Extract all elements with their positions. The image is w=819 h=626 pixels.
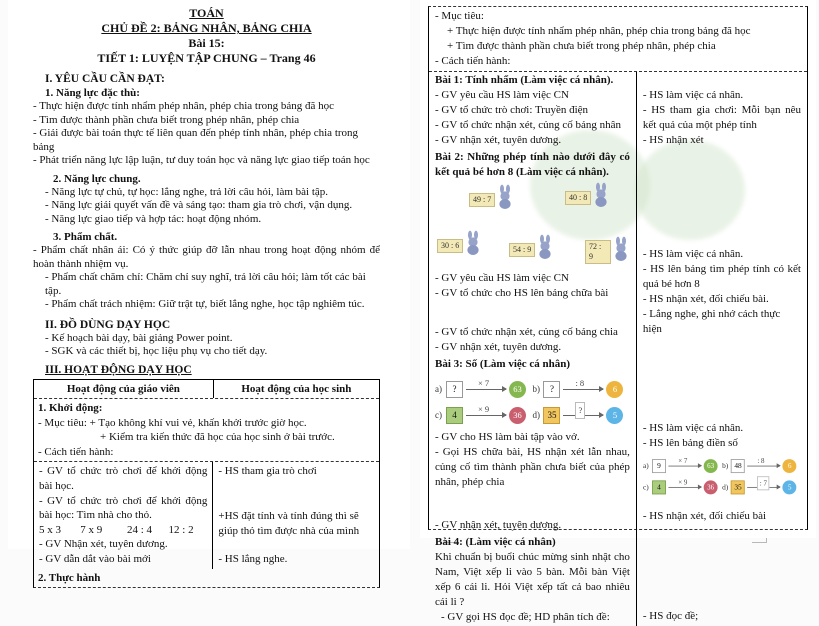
text-line: - GV nhận xét, tuyên dương. <box>435 341 562 353</box>
card-expression: 54 : 9 <box>509 243 535 257</box>
rabbit-icon <box>592 183 610 212</box>
arrow-icon <box>466 377 506 390</box>
text-line: - HS lên bảng điền số <box>642 437 738 449</box>
task-3-heading: Bài 3: Số (Làm việc cá nhân) <box>435 358 571 370</box>
text-line: - Năng lực giao tiếp và hợp tác: hoạt động nhóm. <box>45 212 262 225</box>
answer-item-d <box>722 476 801 497</box>
text-line: - Cách tiến hành: <box>435 55 511 67</box>
text-line: Khi chuẩn bị buổi chúc mừng sinh nhật cho Nam, Việt xếp li vào 5 bàn. Mỗi bàn Việt xếp 6 cái li. Hỏi Việt xếp tất cả bao nhiêu cái li ? <box>435 551 630 608</box>
doc-lesson-title: TIẾT 1: LUYỆN TẬP CHUNG – Trang 46 <box>97 51 316 65</box>
text-line: - HS lắng nghe. <box>218 553 288 566</box>
result-circle: 63 <box>704 459 718 473</box>
diagram-item-b <box>532 376 629 402</box>
text-line: - GV tổ chức trò chơi để khởi động bài học: Tìm nhà cho thỏ. <box>39 494 208 522</box>
practice-section-row: 2. Thực hành <box>38 571 101 584</box>
item-label: b) <box>721 461 729 470</box>
arrow-icon <box>747 478 780 488</box>
objectives-row <box>429 7 807 72</box>
arrow-icon <box>563 377 603 390</box>
rabbit-icon <box>464 231 482 260</box>
result-circle: 63 <box>509 381 526 398</box>
diagram-item-a <box>435 376 532 402</box>
text-line: - GV tổ chức nhận xét, củng cố bảng chia <box>435 326 618 338</box>
diagram-item-d <box>532 402 629 428</box>
text-line: - GV tổ chức nhận xét, củng cố bảng nhân <box>435 119 621 131</box>
card-expression: 30 : 6 <box>437 239 463 253</box>
item-label: c) <box>642 482 649 491</box>
text-line: - HS nhận xét <box>642 134 704 146</box>
section-2-heading: II. ĐỒ DÙNG DẠY HỌC <box>45 318 171 331</box>
text-line: - Phẩm chất nhân ái: Có ý thức giúp đỡ lẫn nhau trong hoạt động nhóm để hoàn thành nhiệm vụ. <box>33 244 380 270</box>
student-cell <box>637 356 807 534</box>
student-cell <box>637 149 807 356</box>
result-circle: 5 <box>606 407 623 424</box>
text-line: - Cách tiến hành: <box>38 445 114 458</box>
answer-item-a <box>643 455 722 476</box>
text-line: - Lắng nghe, ghi nhớ cách thực hiện <box>642 308 781 335</box>
input-box: 48 <box>731 459 745 473</box>
rabbit-icon <box>612 237 630 266</box>
diagram-item-c <box>435 402 532 428</box>
task-2-heading: Bài 2: Những phép tính nào dưới đây có kết quả bé hơn 8 (Làm việc cá nhân). <box>435 151 630 178</box>
col-header-student: Hoạt động của học sinh <box>241 382 352 395</box>
text-line: - GV dẫn dắt vào bài mới <box>39 553 151 566</box>
card-expression: 72 : 9 <box>585 240 611 264</box>
rabbit-card <box>585 237 630 266</box>
task-4-row <box>429 534 807 626</box>
input-box: 35 <box>731 480 745 494</box>
task-1-row <box>429 72 807 149</box>
text-line: - HS tham gia trò chơi <box>218 465 317 478</box>
result-circle: 6 <box>606 381 623 398</box>
text-line: - Tìm được thành phần chưa biết trong phép nhân, phép chia <box>33 113 300 126</box>
item-label: d) <box>721 482 729 491</box>
rabbit-icon <box>496 185 514 214</box>
input-box: 9 <box>652 459 666 473</box>
text-line: - GV tổ chức trò chơi: Truyền điện <box>435 104 589 116</box>
operation-label: : 8 <box>757 456 765 465</box>
rabbit-card <box>469 185 514 214</box>
input-box: ? <box>446 381 463 398</box>
doc-lesson-number: Bài 15: <box>188 36 225 50</box>
item-label: c) <box>435 409 442 420</box>
arrow-icon <box>668 456 701 466</box>
result-circle: 36 <box>704 480 718 494</box>
rabbit-cards-image <box>437 183 630 269</box>
section-3-heading: III. HOẠT ĐỘNG DẠY HỌC <box>45 363 192 376</box>
text-line: - HS nhận xét, đối chiếu bài. <box>642 293 769 305</box>
math-expressions-line: 5 x 3 7 x 9 24 : 4 12 : 2 <box>39 523 194 536</box>
result-circle: 6 <box>783 459 797 473</box>
task-3-row <box>429 356 807 534</box>
section-1-heading: I. YÊU CẦU CẦN ĐẠT: <box>45 73 165 85</box>
text-line: - HS lên bảng tìm phép tính có kết quả bé hơn 8 <box>642 263 801 290</box>
text-line: - GV nhận xét, tuyên dương. <box>435 134 562 146</box>
rabbit-icon <box>536 235 554 264</box>
doc-subject-title: TOÁN <box>189 6 224 20</box>
input-box: 4 <box>446 407 463 424</box>
student-cell <box>637 72 807 149</box>
text-line: - HS đọc đề; <box>642 610 699 622</box>
text-line: +HS đặt tính và tính đúng thì sẽ giúp thỏ tìm được nhà của mình <box>218 510 360 537</box>
input-box: 4 <box>652 480 666 494</box>
text-line: - Năng lực tự chủ, tự học: lắng nghe, trả lời câu hỏi, làm bài tập. <box>45 185 329 198</box>
page-1 <box>8 0 410 584</box>
result-circle: 5 <box>783 480 797 494</box>
text-line: - HS làm việc cá nhân. <box>642 89 744 101</box>
text-line: - HS làm việc cá nhân. <box>642 248 744 260</box>
arrow-icon <box>563 404 603 416</box>
result-circle: 36 <box>509 407 526 424</box>
text-line: - GV yêu cầu HS làm việc CN <box>435 272 569 284</box>
answer-item-c <box>643 476 722 497</box>
text-line: - Mục tiêu: <box>435 10 484 22</box>
task-2-row <box>429 149 807 356</box>
text-line: - Giải được bài toán thực tế liên quan đến phép tính nhân, phép chia trong bảng <box>33 127 359 153</box>
operation-label: ? <box>575 402 585 419</box>
text-line: - HS tham gia chơi: Mỗi bạn nêu kết quả của một phép tính <box>642 104 801 131</box>
text-line: - GV cho HS làm bài tập vào vở. <box>435 431 580 443</box>
task-1-heading: Bài 1: Tính nhẩm (Làm việc cá nhân). <box>435 74 614 86</box>
text-line: - HS làm việc cá nhân. <box>642 422 744 434</box>
text-line: - GV gọi HS đọc đề; HD phân tích đề: <box>441 611 610 623</box>
item-label: a) <box>435 383 442 394</box>
sub-3-heading: 3. Phẩm chất. <box>53 231 118 243</box>
warmup-intro-row <box>34 399 379 462</box>
warmup-activity-row <box>34 462 379 568</box>
text-line: - HS nhận xét, đối chiếu bài <box>642 510 767 522</box>
arrow-icon <box>747 456 780 466</box>
text-line: + Tìm được thành phần chưa biết trong phép nhân, phép chia <box>447 40 716 52</box>
text-line: - Phát triển năng lực lập luận, tư duy toán học và năng lực giao tiếp toán học <box>33 154 370 166</box>
text-line: - Phẩm chất chăm chỉ: Chăm chỉ suy nghĩ, trả lời câu hỏi; làm tốt các bài tập. <box>45 271 366 297</box>
activity-table-continued <box>428 6 808 623</box>
student-cell <box>213 462 379 568</box>
arrow-icon <box>466 403 506 416</box>
input-box: ? <box>543 381 560 398</box>
text-line: - Mục tiêu: + Tạo không khí vui vẻ, khấn khởi trước giờ học. <box>38 416 307 429</box>
teacher-cell <box>429 356 637 534</box>
doc-topic-title: CHỦ ĐỀ 2: BẢNG NHÂN, BẢNG CHIA <box>101 21 312 35</box>
item-label: b) <box>532 383 540 394</box>
operation-label: × 9 <box>678 477 688 486</box>
task-4-heading: Bài 4: (Làm việc cá nhân) <box>435 536 556 548</box>
number-machine-answer-diagram <box>643 455 801 498</box>
operation-label: × 7 <box>678 456 688 465</box>
text-line: - Năng lực giải quyết vấn đề và sáng tạo: tham gia trò chơi, vận dụng. <box>45 199 353 211</box>
text-line: + Thực hiện được tính nhẩm phép nhân, phép chia trong bảng đã học <box>447 25 751 37</box>
col-header-teacher: Hoạt động của giáo viên <box>34 380 214 399</box>
page-2 <box>420 0 816 623</box>
card-expression: 49 : 7 <box>469 193 495 207</box>
teacher-cell <box>429 149 637 356</box>
answer-item-b <box>722 455 801 476</box>
teacher-cell <box>429 534 637 626</box>
activity-table <box>33 379 380 589</box>
operation-label: × 7 <box>478 377 490 388</box>
text-line: + Kiểm tra kiến thức đã học của học sinh ở bài trước. <box>100 431 335 444</box>
text-line: - Kế hoạch bài dạy, bài giảng Power point. <box>45 331 233 344</box>
text-line: - GV tổ chức trò chơi để khởi động bài học. <box>39 465 208 493</box>
text-line: - Gọi HS chữa bài, HS nhận xét lẫn nhau, củng cố tìm thành phần chưa biết của phép nhân, phép chia <box>435 446 630 488</box>
card-expression: 40 : 8 <box>565 191 591 205</box>
text-line: - Phẩm chất trách nhiệm: Giữ trật tự, biết lắng nghe, học tập nghiêm túc. <box>45 298 365 310</box>
operation-label: : 8 <box>575 377 585 388</box>
item-label: d) <box>532 409 540 420</box>
sub-1-heading: 1. Năng lực đặc thù: <box>45 87 140 99</box>
number-machine-diagram <box>435 376 630 428</box>
warmup-heading: 1. Khởi động: <box>38 402 103 415</box>
rabbit-card <box>509 235 554 264</box>
sub-2-heading: 2. Năng lực chung. <box>53 172 141 185</box>
text-line: - GV tổ chức cho HS lên bảng chữa bài <box>435 287 609 299</box>
teacher-cell <box>429 72 637 149</box>
arrow-icon <box>668 477 701 488</box>
text-line: - SGK và các thiết bị, học liệu phụ vụ cho tiết dạy. <box>45 345 268 357</box>
student-cell <box>637 534 807 626</box>
activity-table-header <box>34 380 379 400</box>
operation-label: : 7 <box>757 476 769 490</box>
teacher-cell <box>34 462 213 568</box>
input-box: 35 <box>543 407 560 424</box>
text-line: - GV Nhận xét, tuyên dương. <box>39 538 168 551</box>
text-line: - GV nhận xét, tuyên dương. <box>435 519 562 531</box>
text-line: - GV yêu cầu HS làm việc CN <box>435 89 569 101</box>
rabbit-card <box>565 183 610 212</box>
operation-label: × 9 <box>478 403 490 414</box>
rabbit-card <box>437 231 482 260</box>
text-line: - Thực hiện được tính nhẩm phép nhân, phép chia trong bảng đã học <box>33 100 335 112</box>
item-label: a) <box>642 461 649 470</box>
